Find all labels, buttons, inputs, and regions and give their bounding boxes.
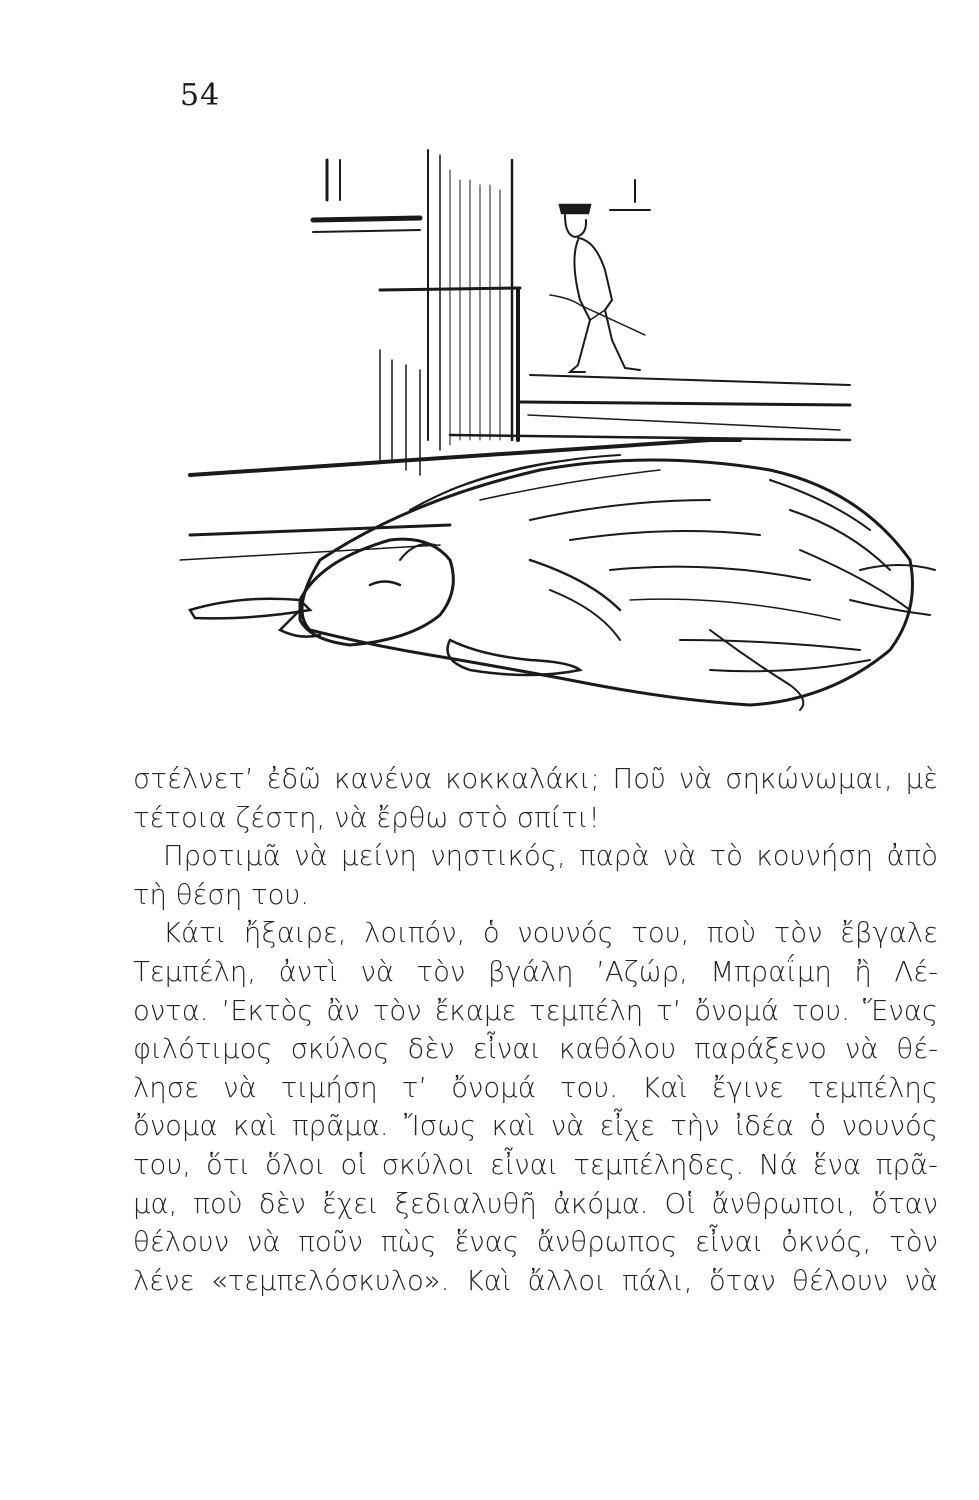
- text-line: μα, ποὺ δὲν ἔχει ξεδιαλυθῆ ἀκόμα. Οἱ ἄνθρωποι, ὅταν: [133, 1187, 938, 1220]
- page-number: 54: [180, 78, 221, 113]
- text-line: τέτοια ζέστη, νὰ ἔρθω στὸ σπίτι!: [133, 801, 600, 834]
- text-line: θέλουν νὰ ποῦν πὼς ἕνας ἄνθρωπος εἶναι ὀκνός, τὸν: [133, 1226, 938, 1259]
- text-line: ὄνομα καὶ πρᾶμα. Ἴσως καὶ νὰ εἶχε τὴν ἰδέα ὁ νουνός: [133, 1110, 938, 1143]
- text-line: λησε νὰ τιμήση τ’ ὄνομά του. Καὶ ἔγινε τεμπέλης: [133, 1071, 938, 1104]
- text-line: του, ὅτι ὅλοι οἱ σκύλοι εἶναι τεμπέληδες. Νά ἕνα πρᾶ-: [133, 1148, 938, 1181]
- text-line: Τεμπέλη, ἀντὶ νὰ τὸν βγάλη ’Αζώρ, Μπραΐμη ἢ Λέ-: [133, 955, 938, 988]
- text-line: λένε «τεμπελόσκυλο». Καὶ ἄλλοι πάλι, ὅταν θέλουν νὰ: [133, 1264, 938, 1297]
- dog-illustration: [150, 140, 940, 740]
- text-line: Κάτι ἤξαιρε, λοιπόν, ὁ νουνός του, ποὺ τὸν ἔβγαλε: [163, 917, 938, 950]
- text-line: φιλότιμος σκύλος δὲν εἶναι καθόλου παράξενο νὰ θέ-: [133, 1033, 938, 1066]
- text-line: στέλνετ’ ἐδῶ κανένα κοκκαλάκι; Ποῦ νὰ σηκώνωμαι, μὲ: [133, 763, 938, 795]
- text-line: τὴ θέση του.: [133, 878, 310, 911]
- body-text: [133, 760, 938, 1300]
- text-line: οντα. ’Εκτὸς ἂν τὸν ἔκαμε τεμπέλη τ’ ὄνομά του. Ἕνας: [133, 994, 938, 1027]
- text-line: Προτιμᾶ νὰ μείνη νηστικός, παρὰ νὰ τὸ κουνήση ἀπὸ: [163, 840, 938, 873]
